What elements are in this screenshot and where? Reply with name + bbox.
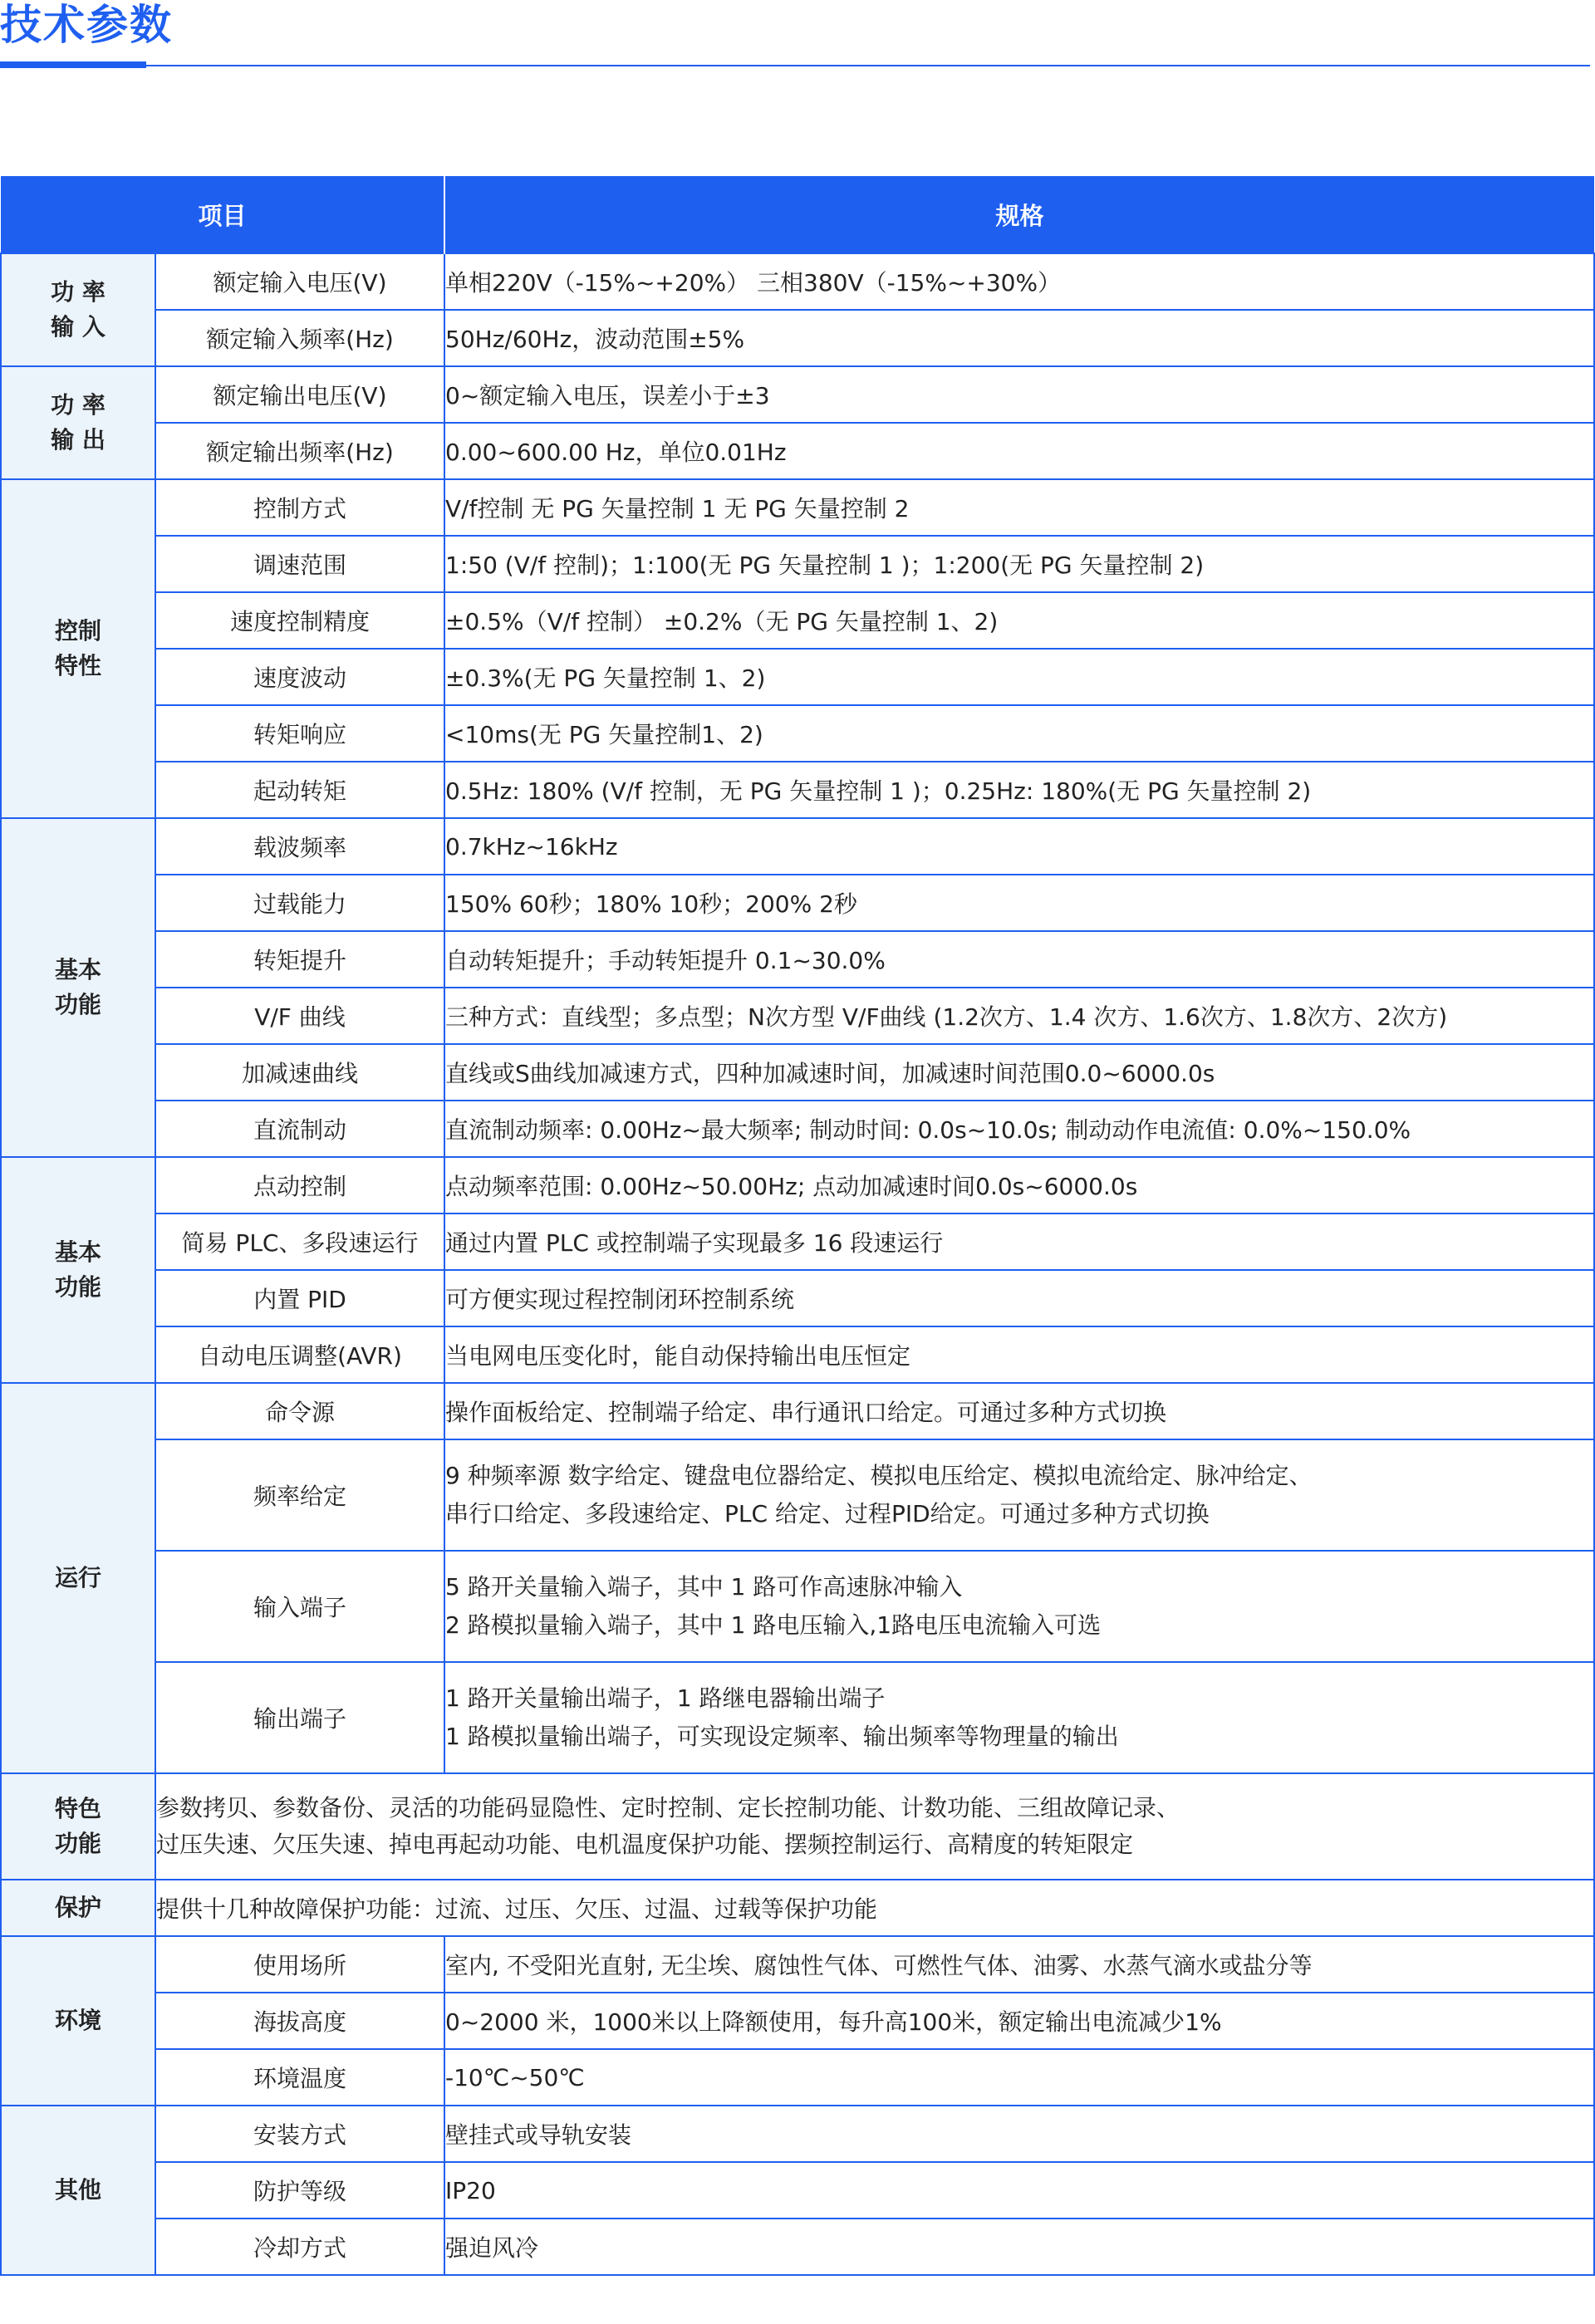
item-cell: 频率给定 bbox=[155, 1439, 444, 1551]
item-cell: V/F 曲线 bbox=[155, 988, 444, 1044]
category-cell bbox=[1, 366, 155, 479]
table-row bbox=[1, 1662, 1594, 1773]
item-cell: 命令源 bbox=[155, 1383, 444, 1439]
item-cell: 起动转矩 bbox=[155, 762, 444, 818]
category-cell bbox=[1, 1157, 155, 1383]
spec-line: 点动频率范围: 0.00Hz~50.00Hz; 点动加减速时间0.0s~6000.0s bbox=[445, 1173, 1138, 1200]
spec-line: 过压失速、欠压失速、掉电再起动功能、电机温度保护功能、摆频控制运行、高精度的转矩限定 bbox=[156, 1831, 1134, 1858]
table-row bbox=[1, 253, 1594, 310]
spec-line: 150% 60秒；180% 10秒；200% 2秒 bbox=[445, 890, 857, 918]
item-cell: 自动电压调整(AVR) bbox=[155, 1326, 444, 1383]
category-label: 输 入 bbox=[51, 313, 106, 341]
spec-line: ±0.5%（V/f 控制） ±0.2%（无 PG 矢量控制 1、2) bbox=[445, 608, 999, 635]
spec-cell bbox=[444, 1662, 1594, 1773]
spec-line: ±0.3%(无 PG 矢量控制 1、2) bbox=[445, 664, 766, 692]
item-cell: 速度控制精度 bbox=[155, 592, 444, 649]
spec-line: 单相220V（-15%~+20%） 三相380V（-15%~+30%） bbox=[445, 269, 1062, 297]
spec-cell bbox=[444, 536, 1594, 592]
spec-cell bbox=[444, 423, 1594, 479]
table-row bbox=[1, 1270, 1594, 1326]
spec-line: 操作面板给定、控制端子给定、串行通讯口给定。可通过多种方式切换 bbox=[445, 1399, 1167, 1426]
item-cell: 内置 PID bbox=[155, 1270, 444, 1326]
spec-line: 通过内置 PLC 或控制端子实现最多 16 段速运行 bbox=[445, 1229, 944, 1257]
spec-line: 2 路模拟量输入端子，其中 1 路电压输入,1路电压电流输入可选 bbox=[445, 1611, 1102, 1639]
category-label: 功能 bbox=[54, 1273, 101, 1301]
item-cell: 环境温度 bbox=[155, 2049, 444, 2106]
page-title: 技术参数 bbox=[0, 1, 173, 49]
category-label: 功 率 bbox=[51, 391, 106, 419]
spec-line: 0.7kHz~16kHz bbox=[445, 832, 618, 860]
table-body bbox=[1, 253, 1594, 2275]
spec-cell bbox=[444, 988, 1594, 1044]
spec-cell bbox=[444, 1383, 1594, 1439]
spec-cell bbox=[444, 2162, 1594, 2219]
spec-line: 可方便实现过程控制闭环控制系统 bbox=[445, 1286, 795, 1313]
table-row bbox=[1, 988, 1594, 1044]
table-row bbox=[1, 2049, 1594, 2106]
table-row bbox=[1, 1213, 1594, 1270]
table-row bbox=[1, 875, 1594, 931]
table-row bbox=[1, 2106, 1594, 2162]
spec-cell bbox=[444, 2106, 1594, 2162]
spec-cell bbox=[444, 479, 1594, 536]
spec-line: 5 路开关量输入端子，其中 1 路可作高速脉冲输入 bbox=[445, 1573, 963, 1601]
feature-row bbox=[1, 1773, 1594, 1880]
spec-cell bbox=[444, 1326, 1594, 1383]
spec-line: 1 路开关量输出端子，1 路继电器输出端子 bbox=[445, 1684, 886, 1712]
spec-cell bbox=[444, 1101, 1594, 1157]
item-cell: 过载能力 bbox=[155, 875, 444, 931]
protection-text: 提供十几种故障保护功能：过流、过压、欠压、过温、过载等保护功能 bbox=[155, 1880, 1594, 1936]
spec-cell bbox=[444, 1157, 1594, 1213]
category-label: 输 出 bbox=[51, 426, 106, 454]
spec-cell bbox=[444, 649, 1594, 705]
category-cell: 保护 bbox=[1, 1880, 155, 1936]
spec-line: -10℃~50℃ bbox=[445, 2063, 585, 2091]
item-cell: 防护等级 bbox=[155, 2162, 444, 2219]
item-cell: 额定输入频率(Hz) bbox=[155, 310, 444, 366]
table-row bbox=[1, 1439, 1594, 1551]
spec-cell bbox=[444, 253, 1594, 310]
spec-cell bbox=[444, 1044, 1594, 1101]
spec-cell bbox=[444, 2219, 1594, 2275]
table-row bbox=[1, 1936, 1594, 1993]
spec-line: <10ms(无 PG 矢量控制1、2) bbox=[445, 721, 763, 748]
spec-cell bbox=[444, 592, 1594, 649]
item-cell: 额定输出频率(Hz) bbox=[155, 423, 444, 479]
table-row bbox=[1, 762, 1594, 818]
spec-line: 参数拷贝、参数备份、灵活的功能码显隐性、定时控制、定长控制功能、计数功能、三组故障记录、 bbox=[156, 1794, 1180, 1821]
spec-cell bbox=[444, 2049, 1594, 2106]
feature-text bbox=[155, 1773, 1594, 1880]
table-row bbox=[1, 1551, 1594, 1662]
category-label: 功能 bbox=[54, 991, 101, 1018]
spec-table bbox=[0, 176, 1595, 2276]
item-cell: 额定输入电压(V) bbox=[155, 253, 444, 310]
item-cell: 使用场所 bbox=[155, 1936, 444, 1993]
table-row bbox=[1, 649, 1594, 705]
item-cell: 输出端子 bbox=[155, 1662, 444, 1773]
category-cell bbox=[1, 2106, 155, 2275]
table-row bbox=[1, 536, 1594, 592]
category-cell bbox=[1, 1383, 155, 1773]
spec-cell bbox=[444, 1936, 1594, 1993]
category-label: 特性 bbox=[54, 652, 101, 679]
spec-line: 0.5Hz: 180% (V/f 控制，无 PG 矢量控制 1 )；0.25Hz: 180%(无 PG 矢量控制 2) bbox=[445, 777, 1312, 805]
item-cell: 转矩响应 bbox=[155, 705, 444, 762]
category-cell bbox=[1, 1773, 155, 1880]
item-cell: 速度波动 bbox=[155, 649, 444, 705]
spec-line: 直流制动频率: 0.00Hz~最大频率; 制动时间: 0.0s~10.0s; 制动动作电流值: 0.0%~150.0% bbox=[445, 1116, 1411, 1144]
category-label: 功能 bbox=[54, 1830, 101, 1857]
table-row bbox=[1, 1383, 1594, 1439]
item-cell: 直流制动 bbox=[155, 1101, 444, 1157]
category-label: 功 率 bbox=[51, 278, 106, 306]
table-row bbox=[1, 592, 1594, 649]
category-cell bbox=[1, 253, 155, 366]
spec-line: 1:50 (V/f 控制)；1:100(无 PG 矢量控制 1 )；1:200(无 PG 矢量控制 2) bbox=[445, 552, 1205, 579]
table-row bbox=[1, 818, 1594, 875]
category-cell bbox=[1, 479, 155, 818]
spec-line: 9 种频率源 数字给定、键盘电位器给定、模拟电压给定、模拟电流给定、脉冲给定、 bbox=[445, 1462, 1313, 1489]
item-cell: 加减速曲线 bbox=[155, 1044, 444, 1101]
spec-line: 室内, 不受阳光直射, 无尘埃、腐蚀性气体、可燃性气体、油雾、水蒸气滴水或盐分等 bbox=[445, 1952, 1313, 1979]
spec-line: V/f控制 无 PG 矢量控制 1 无 PG 矢量控制 2 bbox=[445, 495, 910, 522]
header-item: 项目 bbox=[1, 176, 444, 253]
header-spec: 规格 bbox=[444, 176, 1594, 253]
spec-cell bbox=[444, 818, 1594, 875]
item-cell: 安装方式 bbox=[155, 2106, 444, 2162]
category-label: 运行 bbox=[54, 1564, 101, 1591]
item-cell: 额定输出电压(V) bbox=[155, 366, 444, 423]
spec-line: 50Hz/60Hz，波动范围±5% bbox=[445, 326, 745, 353]
spec-cell bbox=[444, 310, 1594, 366]
table-row bbox=[1, 1101, 1594, 1157]
spec-line: 0.00~600.00 Hz，单位0.01Hz bbox=[445, 439, 787, 466]
table-row bbox=[1, 366, 1594, 423]
spec-cell bbox=[444, 1270, 1594, 1326]
item-cell: 冷却方式 bbox=[155, 2219, 444, 2275]
item-cell: 控制方式 bbox=[155, 479, 444, 536]
category-label: 环境 bbox=[54, 2007, 101, 2034]
spec-cell bbox=[444, 1993, 1594, 2049]
table-row bbox=[1, 310, 1594, 366]
spec-cell bbox=[444, 1551, 1594, 1662]
item-cell: 输入端子 bbox=[155, 1551, 444, 1662]
item-cell: 简易 PLC、多段速运行 bbox=[155, 1213, 444, 1270]
spec-line: 壁挂式或导轨安装 bbox=[445, 2121, 632, 2149]
spec-cell bbox=[444, 931, 1594, 988]
spec-line: 串行口给定、多段速给定、PLC 给定、过程PID给定。可通过多种方式切换 bbox=[445, 1500, 1210, 1527]
table-row bbox=[1, 2162, 1594, 2219]
item-cell: 点动控制 bbox=[155, 1157, 444, 1213]
item-cell: 转矩提升 bbox=[155, 931, 444, 988]
table-header-row bbox=[1, 176, 1594, 253]
spec-line: 强迫风冷 bbox=[445, 2234, 539, 2262]
spec-line: 0~额定输入电压，误差小于±3 bbox=[445, 382, 770, 409]
table-row bbox=[1, 479, 1594, 536]
item-cell: 海拔高度 bbox=[155, 1993, 444, 2049]
spec-line: IP20 bbox=[445, 2176, 496, 2204]
spec-cell bbox=[444, 366, 1594, 423]
spec-cell bbox=[444, 705, 1594, 762]
spec-line: 直线或S曲线加减速方式，四种加减速时间，加减速时间范围0.0~6000.0s bbox=[445, 1060, 1215, 1087]
spec-line: 当电网电压变化时，能自动保持输出电压恒定 bbox=[445, 1342, 911, 1370]
category-cell bbox=[1, 818, 155, 1157]
category-label: 其他 bbox=[54, 2176, 101, 2204]
category-label: 基本 bbox=[54, 956, 101, 983]
spec-line: 0~2000 米，1000米以上降额使用，每升高100米，额定输出电流减少1% bbox=[445, 2008, 1222, 2036]
table-row bbox=[1, 705, 1594, 762]
title-divider bbox=[0, 65, 1590, 66]
category-label: 控制 bbox=[54, 617, 101, 645]
spec-line: 自动转矩提升；手动转矩提升 0.1~30.0% bbox=[445, 947, 886, 974]
spec-cell bbox=[444, 875, 1594, 931]
table-row bbox=[1, 1326, 1594, 1383]
table-row bbox=[1, 931, 1594, 988]
table-row bbox=[1, 423, 1594, 479]
spec-line: 三种方式：直线型；多点型；N次方型 V/F曲线 (1.2次方、1.4 次方、1.6次方、1.8次方、2次方) bbox=[445, 1003, 1448, 1031]
category-cell bbox=[1, 1936, 155, 2106]
category-label: 基本 bbox=[54, 1238, 101, 1266]
table-row bbox=[1, 1157, 1594, 1213]
category-label: 特色 bbox=[54, 1795, 101, 1822]
item-cell: 调速范围 bbox=[155, 536, 444, 592]
table-row bbox=[1, 1044, 1594, 1101]
spec-cell bbox=[444, 1213, 1594, 1270]
spec-cell bbox=[444, 1439, 1594, 1551]
item-cell: 载波频率 bbox=[155, 818, 444, 875]
table-row bbox=[1, 1993, 1594, 2049]
protection-row bbox=[1, 1880, 1594, 1936]
spec-cell bbox=[444, 762, 1594, 818]
table-row bbox=[1, 2219, 1594, 2275]
spec-line: 1 路模拟量输出端子，可实现设定频率、输出频率等物理量的输出 bbox=[445, 1723, 1119, 1750]
